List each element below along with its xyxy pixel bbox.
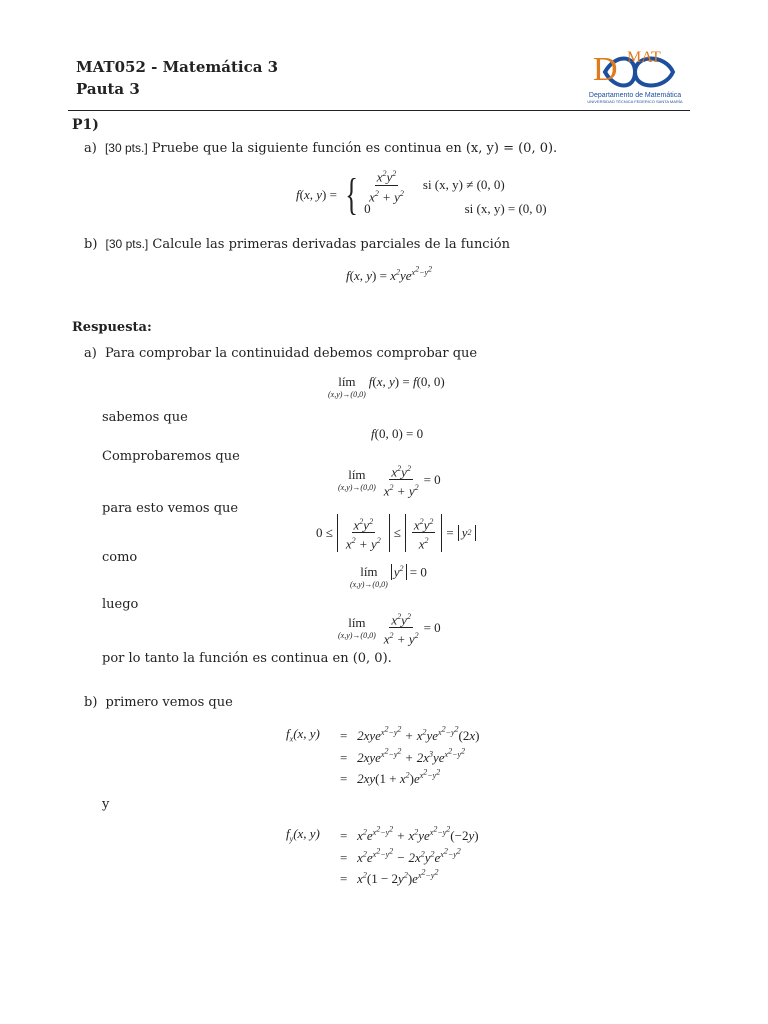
como-text: como: [102, 550, 138, 565]
fy-eq-1: = $x^2e^{x^2-y^2} + x^2ye^{x^2-y^2}(-2y)$: [340, 824, 479, 843]
comprobaremos-text: Comprobaremos que: [102, 449, 240, 464]
case-2-condition: si (x, y) = (0, 0): [464, 201, 547, 216]
problem-a-points: [30 pts.]: [104, 141, 148, 155]
inequality-eq: 0 ≤ $\frac{x^2y^2}{x^2 + y^2}$ ≤ $\frac{x^2y^2}{x^2}$ = y 2: [316, 514, 476, 552]
problem-b: [84, 237, 510, 252]
answer-a-intro: Para comprobar la continuidad debemos comprobar que: [104, 346, 478, 361]
infinity-logo-icon: [585, 44, 685, 88]
answer-b-label: b): [84, 695, 98, 710]
logo-subcaption: UNIVERSIDAD TÉCNICA FEDERICO SANTA MARÍA: [587, 99, 683, 104]
f00-eq: f(0, 0) = 0: [371, 426, 424, 441]
fx-lhs: $f_x(x$, y): [286, 726, 320, 744]
fy-eq-3: = $x^2(1 - 2y^2)e^{x^2-y^2}$: [340, 867, 439, 886]
fx-eq-3: = $2xy(1 + x^2)e^{x^2-y^2}$: [340, 767, 441, 786]
limit-eq-4: lím (x,y)→(0,0) $\frac{x^2y^2}{x^2 + y^2}$ = 0: [338, 609, 441, 647]
page-subtitle: Pauta 3: [76, 80, 140, 98]
problem-a: [84, 141, 557, 156]
para-esto-text: para esto vemos que: [102, 501, 239, 516]
problem-label: P1): [72, 117, 99, 133]
answer-a-label: a): [84, 346, 97, 361]
case-1-condition: si (x, y) ≠ (0, 0): [422, 177, 505, 192]
problem-a-text: Pruebe que la siguiente función es continua en (x, y) = (0, 0).: [151, 141, 558, 156]
conclusion-text: por lo tanto la función es continua en (0, 0).: [102, 651, 392, 666]
fx-eq-1: = $2xye^{x^2-y^2} + x^2ye^{x^2-y^2}(2x)$: [340, 724, 480, 743]
fy-lhs: $f_y(x$, y): [286, 826, 320, 844]
luego-text: luego: [102, 597, 139, 612]
logo-text: MAT: [627, 49, 661, 66]
sabemos-text: sabemos que: [102, 410, 188, 425]
header-rule: [68, 110, 690, 111]
limit-eq-1: lím (x,y)→(0,0) f(x, y) = f(0, 0): [328, 374, 445, 399]
function-b: f(x, $y) = x^2ye^{x^2-y^2}$: [346, 264, 433, 283]
y-word: y: [102, 797, 110, 812]
limit-eq-2: lím (x,y)→(0,0) $\frac{x^2y^2}{x^2 + y^2}$ = 0: [338, 461, 441, 499]
logo-caption: Departamento de Matemática: [588, 92, 682, 99]
limit-eq-3: lím (x,y)→(0,0) $y^2 = 0$: [350, 564, 427, 589]
course-title: MAT052 - Matemática 3: [76, 58, 279, 76]
piecewise-function: f ( x, y ) = { $\frac{x^2y^2}{x^2 + y^2}$ si (x, y) ≠ (0, 0) 0 si (x, y) = (0, 0): [296, 170, 547, 220]
logo-letter: D: [593, 51, 618, 88]
fy-eq-2: = $x^2e^{x^2-y^2} - 2x^2y^2e^{x^2-y^2}$: [340, 846, 461, 865]
answer-heading: Respuesta:: [72, 320, 152, 335]
fx-eq-2: = $2xye^{x^2-y^2} + 2x^3ye^{x^2-y^2}$: [340, 746, 466, 765]
answer-b: [84, 695, 233, 710]
problem-b-points: [30 pts.]: [105, 237, 149, 251]
problem-b-label: b): [84, 237, 98, 252]
problem-a-label: a): [84, 141, 97, 156]
problem-b-text: Calcule las primeras derivadas parciales de la función: [152, 237, 510, 252]
answer-a: [84, 346, 477, 361]
dmat-logo: [585, 44, 685, 110]
answer-b-intro: primero vemos que: [105, 695, 233, 710]
